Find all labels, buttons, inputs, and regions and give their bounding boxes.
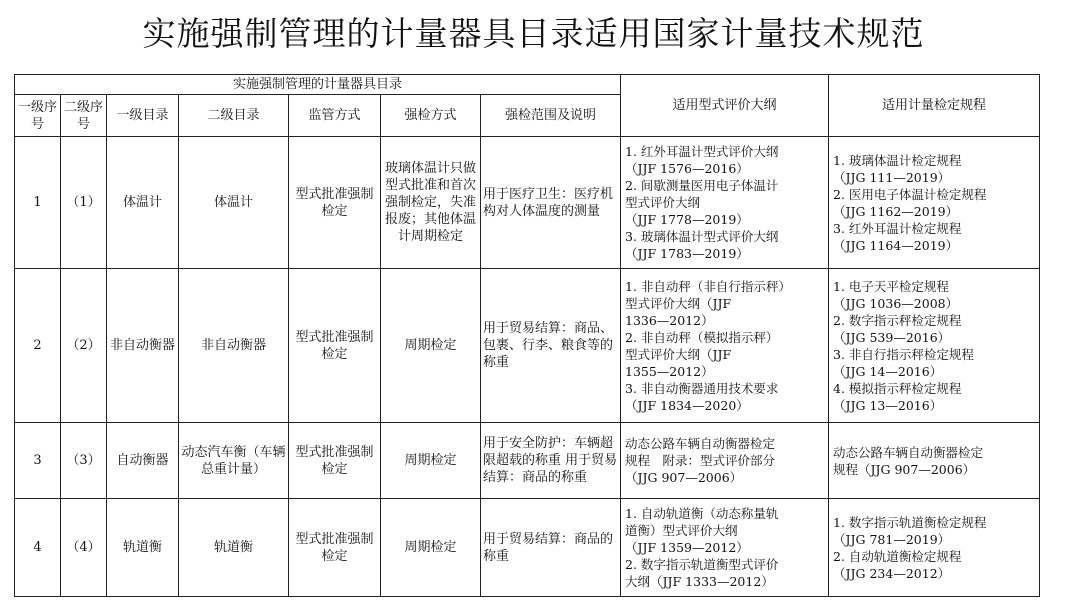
level1-cat: 非自动衡器	[107, 269, 179, 423]
eval-outline: 1. 红外耳温计型式评价大纲 （JJF 1576—2016） 2. 间歇测量医用电子体温计 型式评价大纲 （JJF 1778—2019） 3. 玻璃体温计型式评价大纲 （JJF 1783—2019）	[621, 137, 829, 269]
header-level2-no: 二级序号	[61, 95, 107, 137]
level2-no: （1）	[61, 137, 107, 269]
level1-no: 1	[15, 137, 61, 269]
level2-cat: 动态汽车衡（车辆总重计量）	[179, 423, 289, 499]
level1-no: 3	[15, 423, 61, 499]
inspection-mode: 玻璃体温计只做型式批准和首次强制检定，失准报废；其他体温计周期检定	[381, 137, 481, 269]
level2-cat: 体温计	[179, 137, 289, 269]
supervision: 型式批准强制检定	[289, 423, 381, 499]
table-row	[15, 423, 1040, 499]
supervision: 型式批准强制检定	[289, 269, 381, 423]
inspection-mode: 周期检定	[381, 269, 481, 423]
header-scope: 强检范围及说明	[481, 95, 621, 137]
header-level1-cat: 一级目录	[107, 95, 179, 137]
inspection-mode: 周期检定	[381, 499, 481, 597]
scope: 用于贸易结算：商品的称重	[481, 499, 621, 597]
level1-cat: 自动衡器	[107, 423, 179, 499]
supervision: 型式批准强制检定	[289, 137, 381, 269]
eval-outline: 1. 非自动秤（非自行指示秤） 型式评价大纲（JJF 1336—2012） 2. 非自动秤（模拟指示秤） 型式评价大纲（JJF 1355—2012） 3. 非自动衡器通用技术要求 （JJF 1834—2020）	[621, 269, 829, 423]
table-row	[15, 499, 1040, 597]
level2-cat: 轨道衡	[179, 499, 289, 597]
page-title: 实施强制管理的计量器具目录适用国家计量技术规范	[142, 14, 925, 53]
header-supervision: 监管方式	[289, 95, 381, 137]
level2-no: （4）	[61, 499, 107, 597]
verification-rules: 1. 电子天平检定规程 （JJG 1036—2008） 2. 数字指示秤检定规程 （JJG 539—2016） 3. 非自行指示秤检定规程 （JJG 14—2016） 4. 模拟指示秤检定规程 （JJG 13—2016）	[829, 269, 1040, 423]
level1-cat: 体温计	[107, 137, 179, 269]
level2-cat: 非自动衡器	[179, 269, 289, 423]
table-row	[15, 269, 1040, 423]
eval-outline: 动态公路车辆自动衡器检定 规程 附录：型式评价部分 （JJG 907—2006）	[621, 423, 829, 499]
eval-outline: 1. 自动轨道衡（动态称量轨 道衡）型式评价大纲 （JJF 1359—2012） 2. 数字指示轨道衡型式评价 大纲（JJF 1333—2012）	[621, 499, 829, 597]
scope: 用于安全防护：车辆超限超载的称重 用于贸易结算：商品的称重	[481, 423, 621, 499]
level1-no: 4	[15, 499, 61, 597]
table-row	[15, 137, 1040, 269]
level2-no: （2）	[61, 269, 107, 423]
scope: 用于贸易结算：商品、包裹、行李、粮食等的称重	[481, 269, 621, 423]
level1-cat: 轨道衡	[107, 499, 179, 597]
header-mode: 强检方式	[381, 95, 481, 137]
verification-rules: 1. 玻璃体温计检定规程 （JJG 111—2019） 2. 医用电子体温计检定规程 （JJG 1162—2019） 3. 红外耳温计检定规程 （JJG 1164—2019）	[829, 137, 1040, 269]
header-eval: 适用型式评价大纲	[621, 75, 829, 137]
header-group: 实施强制管理的计量器具目录	[15, 75, 621, 95]
level2-no: （3）	[61, 423, 107, 499]
level1-no: 2	[15, 269, 61, 423]
verification-rules: 1. 数字指示轨道衡检定规程 （JJG 781—2019） 2. 自动轨道衡检定规程 （JJG 234—2012）	[829, 499, 1040, 597]
scope: 用于医疗卫生：医疗机构对人体温度的测量	[481, 137, 621, 269]
verification-rules: 动态公路车辆自动衡器检定 规程（JJG 907—2006）	[829, 423, 1040, 499]
header-level2-cat: 二级目录	[179, 95, 289, 137]
header-verif: 适用计量检定规程	[829, 75, 1040, 137]
header-level1-no: 一级序号	[15, 95, 61, 137]
regulation-table	[14, 74, 1040, 597]
inspection-mode: 周期检定	[381, 423, 481, 499]
supervision: 型式批准强制检定	[289, 499, 381, 597]
